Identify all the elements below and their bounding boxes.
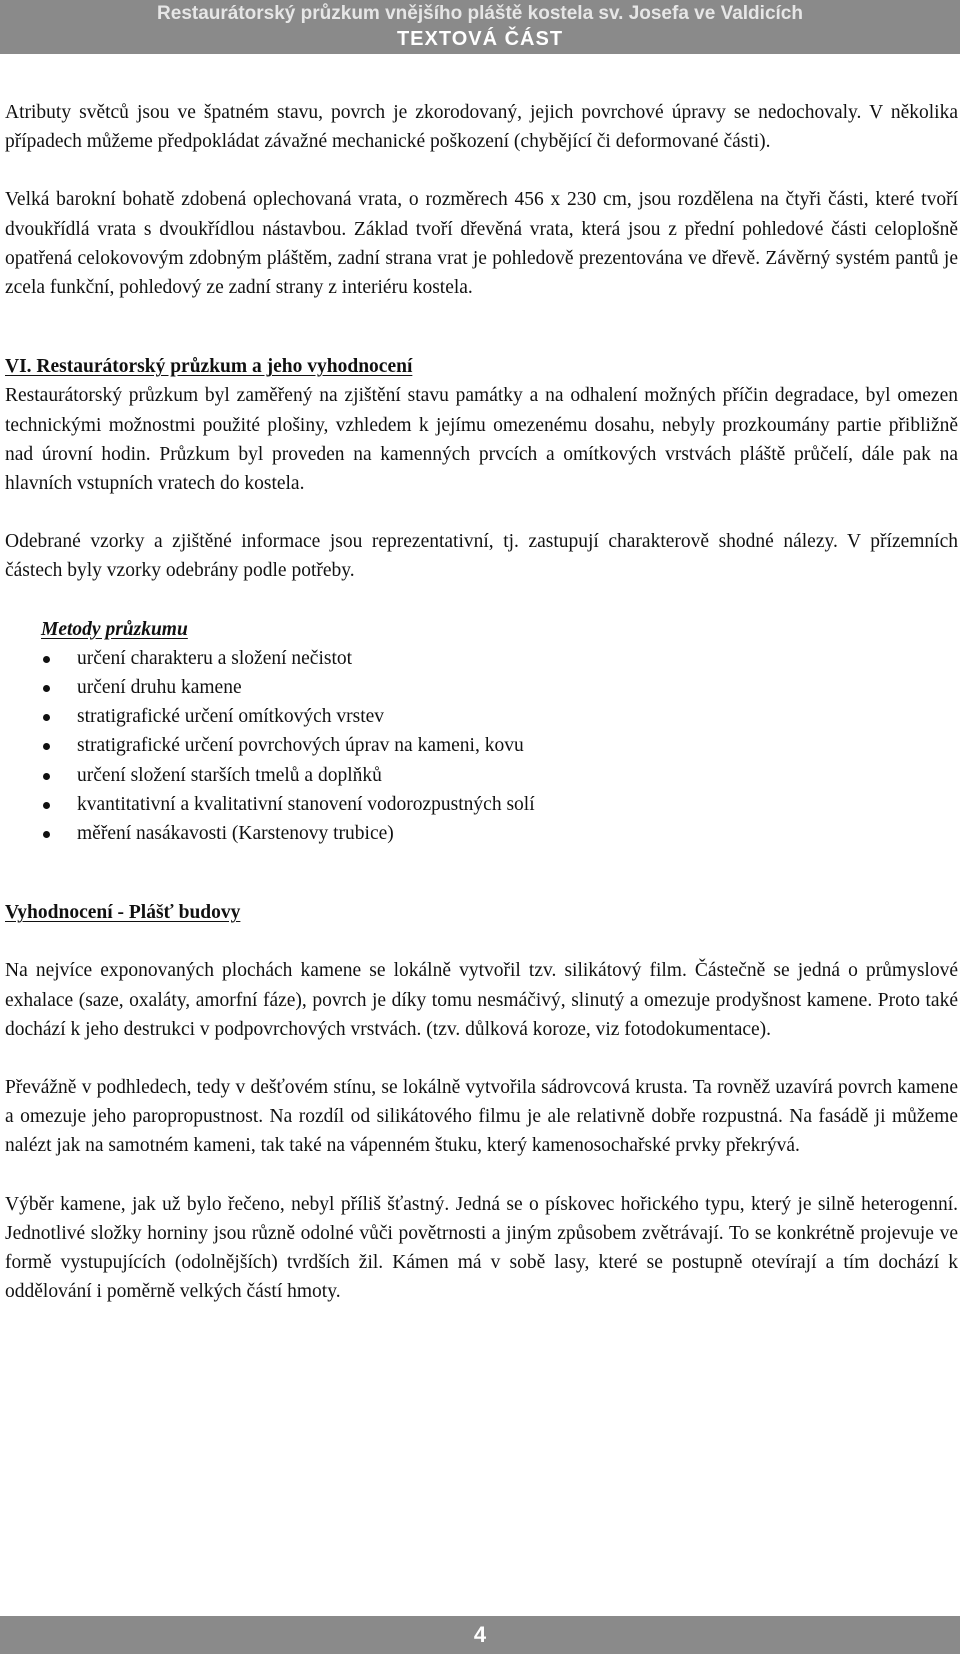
bullet-icon (43, 831, 50, 838)
bullet-icon (43, 714, 50, 721)
evaluation-heading: Vyhodnocení - Plášť budovy (5, 902, 241, 924)
list-item: stratigrafické určení omítkových vrstev (5, 702, 958, 731)
list-item: určení druhu kamene (5, 673, 958, 702)
paragraph-saints-attributes: Atributy světců jsou ve špatném stavu, povrch je zkorodovaný, jejich povrchové úpravy se nedochovaly. V několika případech můžeme předpokládat závažné mechanické poškození (chybějící či deformované části). (5, 102, 958, 153)
list-item: určení složení starších tmelů a doplňků (5, 761, 958, 790)
paragraph-stone-selection: Výběr kamene, jak už bylo řečeno, nebyl příliš šťastný. Jedná se o pískovec hořického typu, který je silně heterogenní. Jednotlivé složky horniny jsou různě odolné vůči povětrnosti a jiným způsobem zvětrávají. To se konkrétně projevuje ve formě vystupujících (odolnějších) tvrdších žil. Kámen má v sobě lasy, které se postupně otevírají a tím dochází k oddělování i poměrně velkých částí hmoty. (5, 1193, 958, 1303)
paragraph-gypsum-crust: Převážně v podhledech, tedy v dešťovém stínu, se lokálně vytvořila sádrovcová krusta. Ta rovněž uzavírá povrch kamene a omezuje jeho paropropustnost. Na rozdíl od silikátového filmu je ale relativně dobře rozpustná. Na fasádě ji můžeme nalézt jak na samotném kameni, tak také na vápenném štuku, který kamenosochařské prvky překrývá. (5, 1077, 958, 1157)
paragraph-silicate-film: Na nejvíce exponovaných plochách kamene se lokálně vytvořil tzv. silikátový film. Částečně se jedná o průmyslové exhalace (saze, oxaláty, amorfní fáze), povrch je díky tomu nesmáčivý, slinutý a omezuje prodyšnost kamene. Proto také dochází k jeho destrukci v podpovrchových vrstvách. (tzv. důlková koroze, viz fotodokumentace). (5, 960, 958, 1040)
list-item: stratigrafické určení povrchových úprav na kameni, kovu (5, 731, 958, 760)
bullet-icon (43, 743, 50, 750)
document-title: Restaurátorský průzkum vnějšího pláště kostela sv. Josefa ve Valdicích (157, 3, 803, 24)
methods-heading: Metody průzkumu (41, 618, 188, 640)
paragraph-baroque-gate: Velká barokní bohatě zdobená oplechovaná vrata, o rozměrech 456 x 230 cm, jsou rozdělena na čtyři části, které tvoří dvoukřídlá vrata s dvoukřídlou nástavbou. Základ tvoří dřevěná vrata, která jsou z přední pohledové části celoplošně opatřená celokovovým zdobným pláštěm, zadní strana vrat je pohledově prezentována ve dřevě. Závěrný systém pantů je zcela funkční, pohledový ze zadní strany z interiéru kostela. (5, 189, 958, 299)
list-item: kvantitativní a kvalitativní stanovení vodorozpustných solí (5, 790, 958, 819)
bullet-icon (43, 685, 50, 692)
section-heading: VI. Restaurátorský průzkum a jeho vyhodnocení (5, 356, 413, 378)
page-header (0, 0, 960, 54)
bullet-icon (43, 656, 50, 663)
page-number: 4 (473, 1622, 487, 1647)
list-item: měření nasákavosti (Karstenovy trubice) (5, 819, 958, 848)
bullet-icon (43, 802, 50, 809)
paragraph-samples: Odebrané vzorky a zjištěné informace jsou reprezentativní, tj. zastupují charakterově shodné nálezy. V přízemních částech byly vzorky odebrány podle potřeby. (5, 531, 958, 582)
page-footer (0, 1616, 960, 1654)
list-item: určení charakteru a složení nečistot (5, 644, 958, 673)
document-subtitle: TEXTOVÁ ČÁST (396, 28, 564, 50)
methods-list (5, 644, 958, 848)
bullet-icon (43, 773, 50, 780)
page-content (5, 98, 958, 1307)
paragraph-survey-scope: Restaurátorský průzkum byl zaměřený na zjištění stavu památky a na odhalení možných příčin degradace, byl omezen technickými možnostmi použité plošiny, vzhledem k jejímu omezenému dosahu, nebyly prozkoumány partie přibližně nad úrovní hodin. Průzkum byl proveden na kamenných prvcích a omítkových vrstvách pláště průčelí, dále pak na hlavních vstupních vratech do kostela. (5, 385, 958, 495)
